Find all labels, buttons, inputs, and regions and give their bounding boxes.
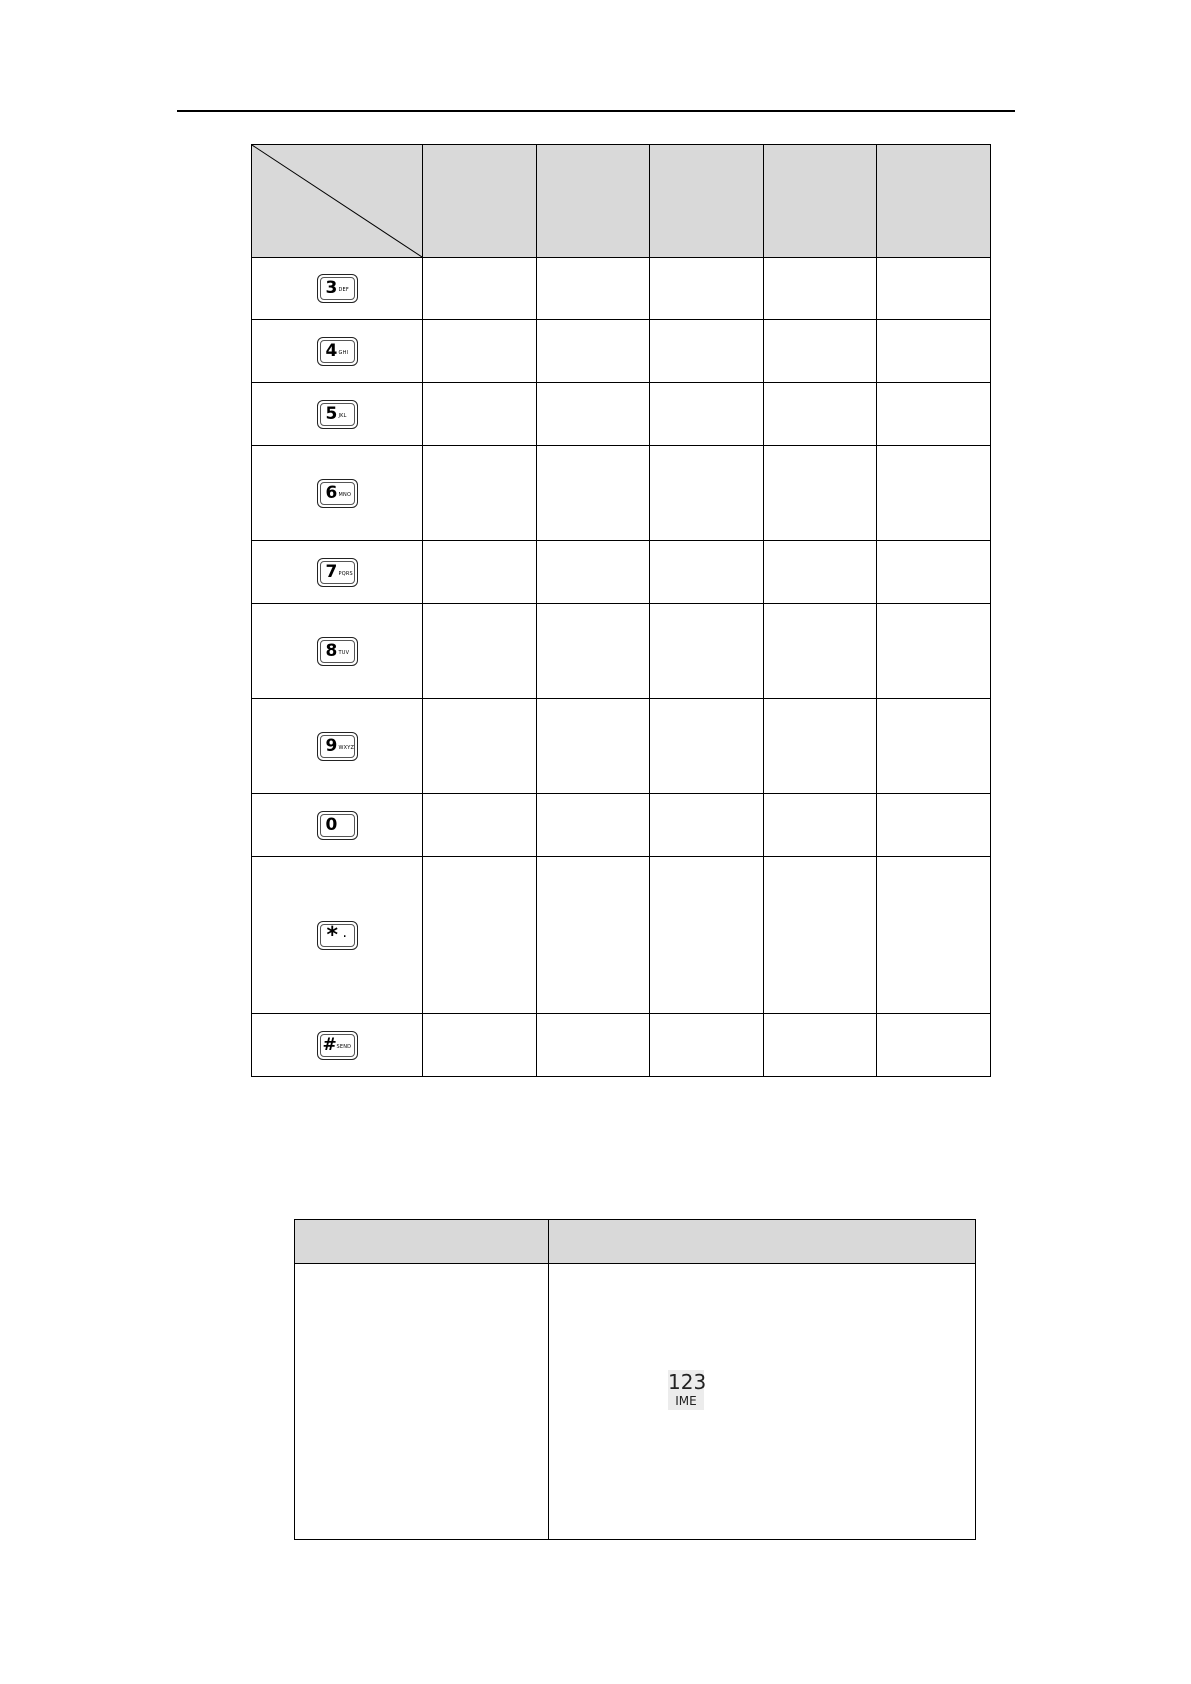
- table-cell: [537, 699, 650, 794]
- info-cell-left: [295, 1264, 549, 1540]
- keypad-3-key-icon: 3 DEF: [317, 274, 358, 303]
- keypad-9-key-icon: 9 WXYZ: [317, 732, 358, 761]
- table-row: [252, 699, 991, 794]
- table-cell: [650, 446, 764, 541]
- table-cell: [650, 541, 764, 604]
- header-cell-2: [537, 145, 650, 258]
- table-cell: [537, 1014, 650, 1077]
- table-cell: [650, 320, 764, 383]
- key-cell: [252, 1014, 423, 1077]
- table-cell: [877, 794, 991, 857]
- table-cell: [764, 699, 877, 794]
- table-cell: [764, 604, 877, 699]
- header-cell-1: [423, 145, 537, 258]
- keypad-table-header-row: [252, 145, 991, 258]
- table-cell: [537, 604, 650, 699]
- table-cell: [877, 446, 991, 541]
- key-cell: [252, 794, 423, 857]
- diagonal-header-cell: [252, 145, 423, 258]
- table-cell: [650, 604, 764, 699]
- table-cell: [537, 857, 650, 1014]
- header-cell-3: [650, 145, 764, 258]
- key-cell: [252, 604, 423, 699]
- table-cell: [764, 383, 877, 446]
- table-cell: [650, 699, 764, 794]
- key-cell: [252, 258, 423, 320]
- table-cell: [537, 383, 650, 446]
- info-cell-right: [549, 1264, 976, 1540]
- table-cell: [537, 258, 650, 320]
- table-cell: [423, 383, 537, 446]
- table-row: [252, 258, 991, 320]
- table-cell: [537, 794, 650, 857]
- keypad-0-key-icon: 0: [317, 811, 358, 840]
- keypad-4-key-icon: 4 GHI: [317, 337, 358, 366]
- table-row: [252, 794, 991, 857]
- table-row: [252, 320, 991, 383]
- keypad-input-table: [251, 144, 991, 1077]
- header-rule: [177, 110, 1015, 112]
- table-cell: [764, 1014, 877, 1077]
- table-cell: [423, 1014, 537, 1077]
- key-cell: [252, 541, 423, 604]
- header-cell-4: [764, 145, 877, 258]
- keypad-7-key-icon: 7 PQRS: [317, 558, 358, 587]
- table-cell: [423, 604, 537, 699]
- info-header-cell-2: [549, 1220, 976, 1264]
- table-cell: [764, 794, 877, 857]
- table-cell: [650, 857, 764, 1014]
- table-cell: [764, 258, 877, 320]
- key-cell: [252, 320, 423, 383]
- table-row: [252, 541, 991, 604]
- table-row: [252, 383, 991, 446]
- table-cell: [877, 1014, 991, 1077]
- table-row: [252, 604, 991, 699]
- table-cell: [537, 541, 650, 604]
- table-row: [295, 1264, 976, 1540]
- table-cell: [877, 320, 991, 383]
- table-cell: [423, 699, 537, 794]
- diagonal-line: [252, 145, 422, 257]
- table-cell: [423, 320, 537, 383]
- ime-123-icon: 123 IME: [668, 1370, 707, 1408]
- table-cell: [537, 446, 650, 541]
- table-row: [252, 857, 991, 1014]
- table-cell: [423, 446, 537, 541]
- keypad-hash-key-icon: # SEND: [317, 1031, 358, 1060]
- table-cell: [877, 699, 991, 794]
- keypad-5-key-icon: 5 JKL: [317, 400, 358, 429]
- table-cell: [423, 541, 537, 604]
- table-cell: [423, 857, 537, 1014]
- table-cell: [764, 857, 877, 1014]
- key-cell: [252, 699, 423, 794]
- table-cell: [764, 446, 877, 541]
- keypad-star-key-icon: * .: [317, 921, 358, 950]
- key-cell: [252, 446, 423, 541]
- table-cell: [650, 794, 764, 857]
- table-cell: [877, 857, 991, 1014]
- key-cell: [252, 383, 423, 446]
- key-cell: [252, 857, 423, 1014]
- table-cell: [764, 541, 877, 604]
- info-header-cell-1: [295, 1220, 549, 1264]
- table-cell: [423, 794, 537, 857]
- table-cell: [877, 258, 991, 320]
- table-cell: [537, 320, 650, 383]
- table-row: [252, 446, 991, 541]
- ime-info-table: [294, 1219, 976, 1540]
- table-cell: [877, 604, 991, 699]
- table-cell: [764, 320, 877, 383]
- keypad-6-key-icon: 6 MNO: [317, 479, 358, 508]
- table-cell: [650, 383, 764, 446]
- header-cell-5: [877, 145, 991, 258]
- table-cell: [877, 541, 991, 604]
- info-table-header-row: [295, 1220, 976, 1264]
- keypad-8-key-icon: 8 TUV: [317, 637, 358, 666]
- table-cell: [650, 1014, 764, 1077]
- table-cell: [650, 258, 764, 320]
- table-row: [252, 1014, 991, 1077]
- table-cell: [877, 383, 991, 446]
- table-cell: [423, 258, 537, 320]
